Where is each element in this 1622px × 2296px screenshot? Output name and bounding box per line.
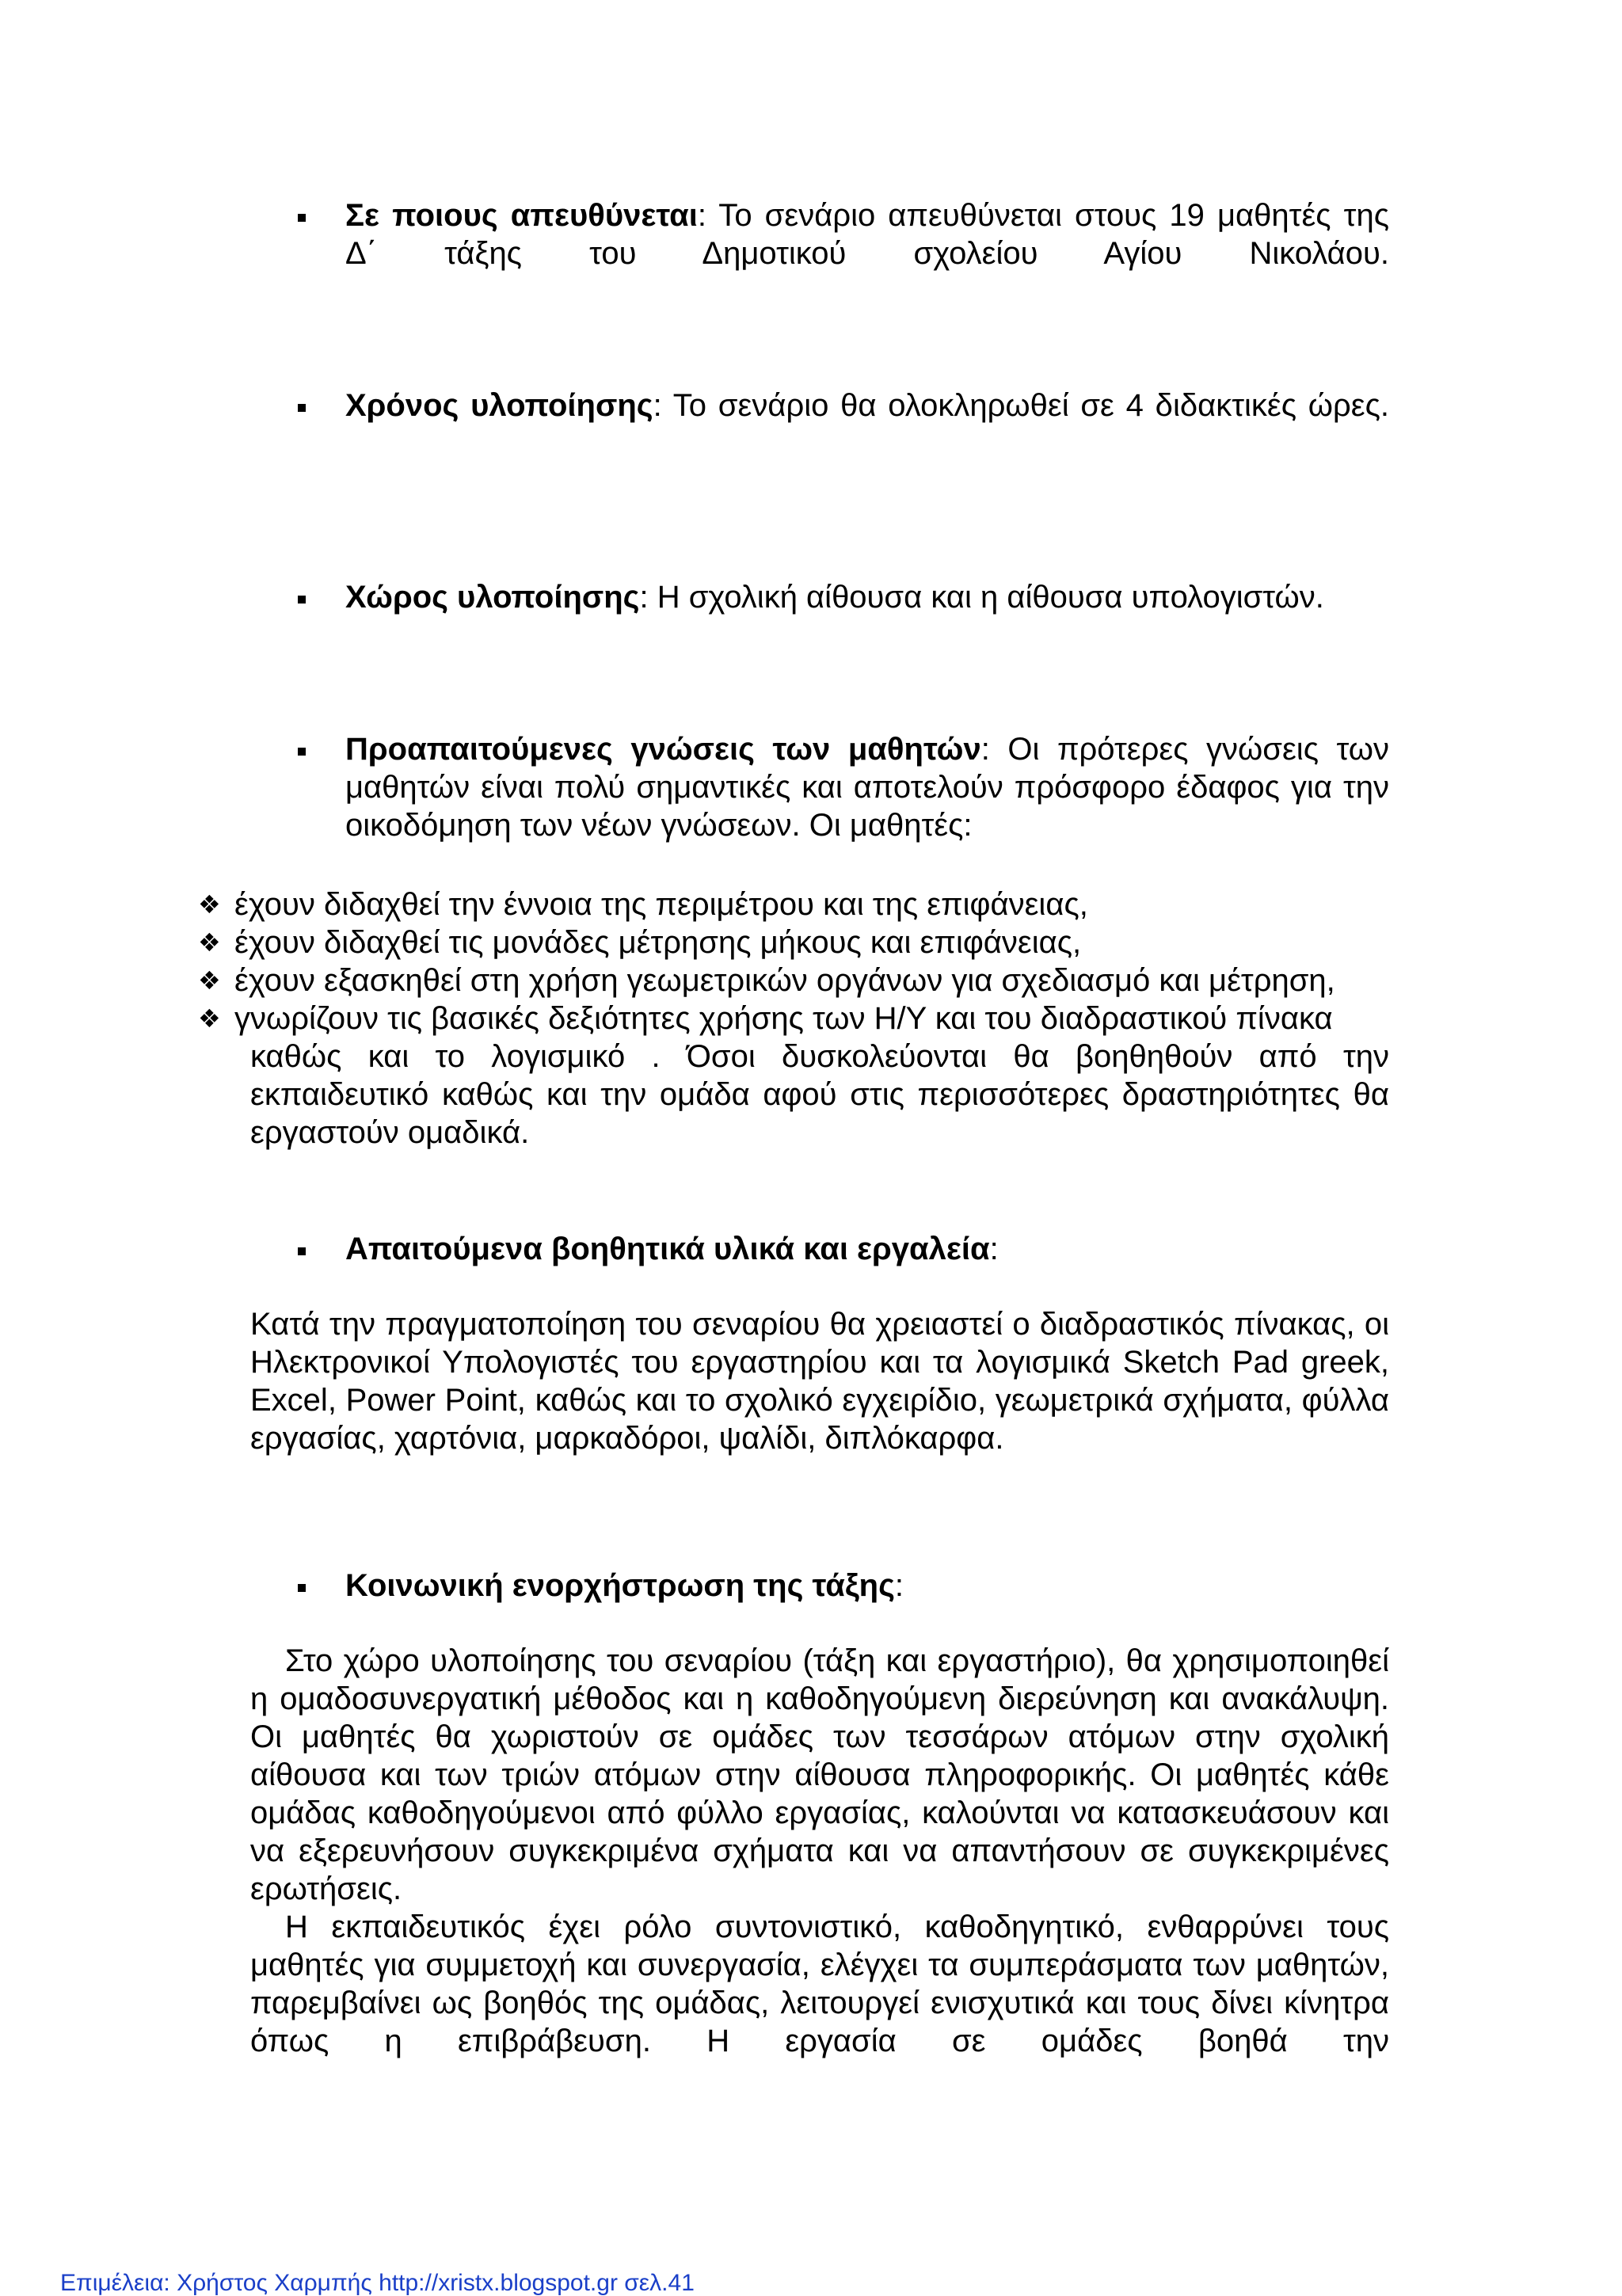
diamond-bullet-icon: ❖ [198, 889, 221, 920]
section-duration [345, 386, 1389, 425]
social-body-1: Στο χώρο υλοποίησης του σεναρίου (τάξη και εργαστήριο), θα χρησιμοποιηθεί η ομαδοσυνεργατική μέθοδος και η καθοδηγούμενη διερεύνηση και ανακάλυψη. Οι μαθητές θα χωριστούν σε ομάδες των τεσσάρων ατόμων στην σχολική αίθουσα και των τριών ατόμων στην αίθουσα πληροφορικής. Οι μαθητές κάθε ομάδας καθοδηγούμενοι από φύλλο εργασίας, καλούνται να κατασκευάσουν και να εξερευνήσουν συγκεκριμένα σχήματα και να απαντήσουν σε συγκεκριμένες ερωτήσεις. [250, 1643, 1389, 1906]
location-text: : Η σχολική αίθουσα και η αίθουσα υπολογιστών. [639, 580, 1324, 615]
prior-knowledge-item: έχουν εξασκηθεί στη χρήση γεωμετρικών οργάνων για σχεδιασμό και μέτρηση, [234, 963, 1335, 998]
square-bullet-icon [298, 214, 306, 222]
square-bullet-icon [298, 404, 306, 412]
prior-knowledge-heading: Προαπαιτούμενες γνώσεις των μαθητών [345, 732, 981, 767]
page-footer: Επιμέλεια: Χρήστος Χαρμπής http://xristx.blogspot.gr σελ.41 [60, 2270, 695, 2296]
location-heading: Χώρος υλοποίησης [345, 580, 640, 615]
square-bullet-icon [298, 1584, 306, 1592]
square-bullet-icon [298, 596, 306, 604]
social-heading: Κοινωνική ενορχήστρωση της τάξης [345, 1568, 895, 1603]
audience-text: : Το σενάριο απευθύνεται στους 19 μαθητές της Δ΄ τάξης του Δημοτικού σχολείου Αγίου Νικολάου. [345, 198, 1390, 271]
prior-knowledge-text: : Οι πρότερες γνώσεις των μαθητών είναι πολύ σημαντικές και αποτελούν πρόσφορο έδαφος για την οικοδόμηση των νέων γνώσεων. Οι μαθητές: [345, 732, 1389, 843]
section-audience [345, 196, 1389, 272]
section-location [345, 578, 1389, 616]
diamond-bullet-icon: ❖ [198, 1003, 221, 1034]
section-social-heading [345, 1567, 1389, 1605]
prior-knowledge-item: έχουν διδαχθεί τις μονάδες μέτρησης μήκους και επιφάνειας, [234, 925, 1082, 960]
duration-heading: Χρόνος υλοποίησης [345, 388, 653, 423]
prior-knowledge-continuation: καθώς και το λογισμικό . Όσοι δυσκολεύονται θα βοηθηθούν από την εκπαιδευτικό καθώς και την ομάδα αφού στις περισσότερες δραστηριότητες θα εργαστούν ομαδικά. [250, 1039, 1389, 1150]
materials-suffix: : [989, 1232, 999, 1266]
duration-text: : Το σενάριο θα ολοκληρωθεί σε 4 διδακτικές ώρες. [653, 388, 1390, 423]
materials-body: Κατά την πραγματοποίηση του σεναρίου θα χρειαστεί ο διαδραστικός πίνακας, οι Ηλεκτρονικοί Υπολογιστές του εργαστηρίου και τα λογισμικά Sketch Pad greek, Excel, Power Point, καθώς και το σχολικό εγχειρίδιο, γεωμετρικά σχήματα, φύλλα εργασίας, χαρτόνια, μαρκαδόροι, ψαλίδι, διπλόκαρφα. [250, 1307, 1389, 1456]
audience-heading: Σε ποιους απευθύνεται [345, 198, 698, 233]
diamond-bullet-icon: ❖ [198, 927, 221, 958]
diamond-bullet-icon: ❖ [198, 965, 221, 996]
prior-knowledge-item: γνωρίζουν τις βασικές δεξιότητες χρήσης των Η/Υ και του διαδραστικού πίνακα [234, 1001, 1333, 1036]
square-bullet-icon [298, 748, 306, 756]
social-suffix: : [894, 1568, 904, 1603]
materials-heading: Απαιτούμενα βοηθητικά υλικά και εργαλεία [345, 1232, 990, 1266]
prior-knowledge-item: έχουν διδαχθεί την έννοια της περιμέτρου και της επιφάνειας, [234, 887, 1088, 922]
section-prior-knowledge [345, 730, 1389, 844]
social-body-2: Η εκπαιδευτικός έχει ρόλο συντονιστικό, καθοδηγητικό, ενθαρρύνει τους μαθητές για συμμετοχή και συνεργασία, ελέγχει τα συμπεράσματα των μαθητών, παρεμβαίνει ως βοηθός της ομάδας, λειτουργεί ενισχυτικά και τους δίνει κίνητρα όπως η επιβράβευση. Η εργασία σε ομάδες βοηθά την [250, 1910, 1389, 2058]
square-bullet-icon [298, 1247, 306, 1255]
section-materials-heading [345, 1230, 1389, 1268]
